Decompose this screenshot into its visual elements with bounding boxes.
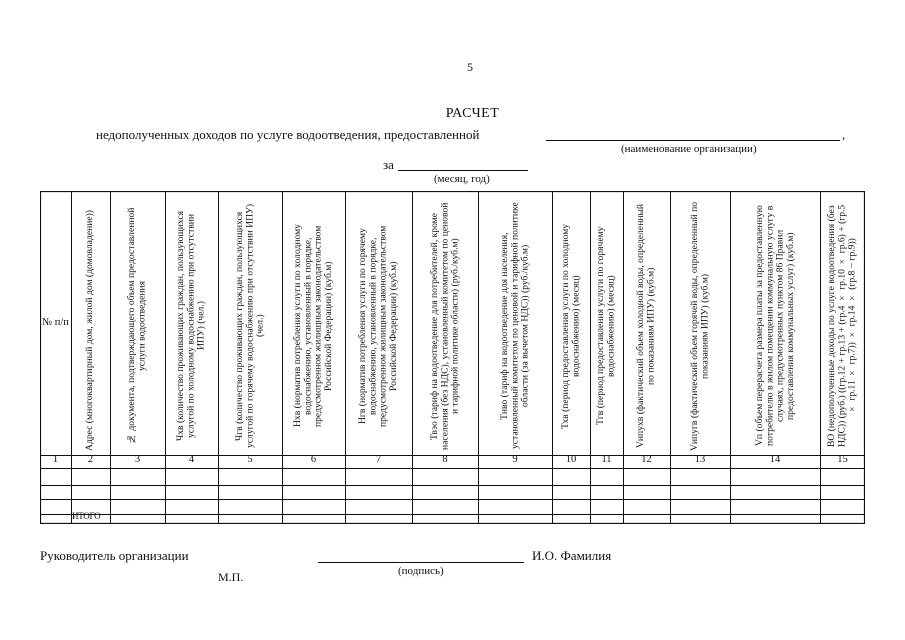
header-cell-col15 bbox=[820, 195, 865, 451]
header-text: № п/п bbox=[42, 316, 69, 328]
header-text: Тгв (период предоставления услуги по горячему водоснабжению) (месяц) bbox=[595, 226, 617, 426]
header-text: Тнво (тариф на водоотведение для населения, установленный комитетом по ценовой и тарифной политике области (за вычетом НДС)) (руб./куб.м) bbox=[498, 202, 531, 450]
column-number: 9 bbox=[512, 454, 518, 465]
column-number: 14 bbox=[769, 454, 781, 465]
column-number: 13 bbox=[694, 454, 706, 465]
period-prefix: за bbox=[383, 157, 394, 172]
header-text: ВО (недополученные доходы по услуге водоотведения (без НДС)) (руб.) ((гр.12 + гр.13 + (гр.4 × гр.10 × гр.6) + (гр.5 × гр.11 × гр.7)) × гр.14 × (гр.8 − гр.9)) bbox=[826, 204, 858, 448]
header-cell-col10 bbox=[552, 195, 590, 451]
column-number: 11 bbox=[601, 454, 612, 465]
header-cell-col14 bbox=[730, 195, 820, 451]
header-text: Адрес (многоквартирный дом, жилой дом (домовладение)) bbox=[84, 210, 96, 451]
header-cell-col7 bbox=[345, 195, 412, 451]
header-cell-col9 bbox=[478, 195, 552, 451]
header-cell-col11 bbox=[590, 195, 623, 451]
calculation-table bbox=[40, 191, 865, 524]
period-line bbox=[398, 170, 528, 171]
header-cell-col5 bbox=[218, 195, 282, 451]
header-text: Vипугв (фактический объем горячей воды, определенный по показаниям ИПУ) (куб.м) bbox=[688, 201, 710, 451]
organization-name-line bbox=[546, 140, 840, 141]
signature-line bbox=[318, 562, 524, 563]
header-text: Нгв (норматив потребления услуги по горячему водоснабжению, установленный в порядке, предусмотренном жилищным законодательством Российской Федерации) (куб.м) bbox=[357, 225, 399, 427]
total-row-label: ИТОГО bbox=[72, 511, 101, 521]
column-number: 5 bbox=[247, 454, 253, 465]
header-text: Твэо (тариф на водоотведение для потребителей, кроме населения (без НДС), установленный комитетом по ценовой и тарифной политике области) (руб./куб.м) bbox=[428, 202, 461, 450]
header-text: Нхв (норматив потребления услуги по холодному водоснабжению, установленный в порядке, предусмотренном жилищным законодательством Российской Федерации) (куб.м) bbox=[292, 224, 334, 428]
header-cell-col8 bbox=[412, 195, 478, 451]
head-of-organization-label: Руководитель организации bbox=[40, 548, 189, 563]
header-text: Тхв (период предоставления услуги по холодному водоснабжению) (месяц) bbox=[559, 223, 581, 429]
document-title: РАСЧЕТ bbox=[445, 106, 500, 121]
column-number: 1 bbox=[52, 454, 59, 465]
column-number: 8 bbox=[442, 454, 448, 465]
header-cell-col3 bbox=[110, 195, 165, 451]
column-number: 3 bbox=[134, 454, 141, 465]
header-text: Чхв (количество проживающих граждан, пользующихся услугой по холодному водоснабжению при отсутствии ИПУ) (чел.) bbox=[175, 210, 207, 442]
column-number: 15 bbox=[837, 454, 848, 465]
header-cell-number bbox=[40, 191, 71, 455]
header-text: Vп (объем перерасчета размера платы за предоставленную потребителю в жилом помещении коммунальную услугу в случаях, предусмотренных пунктом 86 Правил предоставления коммунальных услуг) (куб.м) bbox=[753, 205, 796, 447]
stamp-label: М.П. bbox=[218, 570, 244, 584]
header-text: Чгв (количество проживающих граждан, пользующихся услугой по горячему водоснабжению при отсутствии ИПУ) (чел.) bbox=[233, 204, 266, 449]
column-number: 6 bbox=[310, 454, 317, 465]
header-cell-col2 bbox=[71, 195, 110, 451]
period-hint: (месяц, год) bbox=[434, 173, 490, 185]
document-subtitle: недополученных доходов по услуге водоотведения, предоставленной bbox=[96, 127, 480, 142]
header-text: № документа, подтверждающего объем предоставленной услуги водоотведения bbox=[126, 207, 148, 445]
header-cell-col6 bbox=[282, 195, 345, 451]
column-number: 12 bbox=[641, 454, 652, 465]
header-cell-col13 bbox=[670, 195, 730, 451]
header-cell-col12 bbox=[623, 195, 670, 451]
column-number: 7 bbox=[375, 454, 382, 465]
organization-hint: (наименование организации) bbox=[621, 143, 757, 155]
column-number: 10 bbox=[565, 454, 577, 465]
column-number: 4 bbox=[188, 454, 195, 465]
name-label: И.О. Фамилия bbox=[532, 548, 612, 563]
subtitle-end-comma: , bbox=[842, 127, 846, 142]
signature-hint: (подпись) bbox=[398, 565, 444, 577]
header-text: Vипухв (фактический объем холодной воды, определенный по показаниям ИПУ) (куб.м) bbox=[635, 203, 657, 449]
header-cell-col4 bbox=[165, 195, 218, 451]
page-number: 5 bbox=[467, 60, 473, 74]
column-number: 2 bbox=[87, 454, 94, 465]
